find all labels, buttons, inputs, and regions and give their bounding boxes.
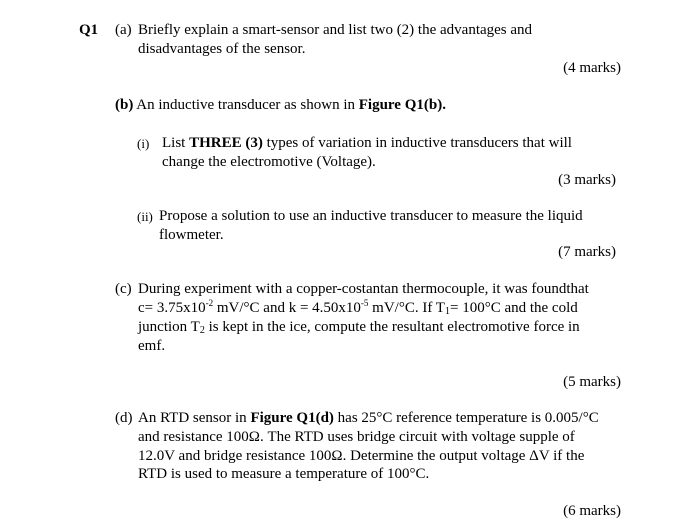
part-c-line4: emf.	[138, 338, 166, 354]
part-b-i-emphasis: THREE (3)	[189, 135, 263, 151]
part-d-text-start: An RTD sensor in	[138, 410, 251, 426]
part-c-line1: During experiment with a copper-costantan thermocouple, it was foundthat	[138, 281, 589, 297]
part-d-line4: RTD is used to measure a temperature of 100°C.	[138, 466, 430, 482]
exponent-k: -5	[360, 298, 369, 308]
part-c-marks: (5 marks)	[563, 374, 621, 390]
exponent-c: -2	[205, 298, 214, 308]
temp-t1-text: mV/°C. If T	[368, 300, 445, 316]
temp-t1-value: = 100°C and the cold	[449, 300, 578, 316]
junction-text: junction T	[138, 319, 200, 335]
part-b-ii-marks: (7 marks)	[558, 244, 616, 260]
coefficient-c: c= 3.75x10	[138, 300, 206, 316]
part-d-line1	[138, 409, 599, 428]
coefficient-k: mV/°C and k = 4.50x10	[213, 300, 361, 316]
part-c-line2	[138, 299, 578, 318]
part-b-ii-line2: flowmeter.	[159, 227, 224, 243]
part-a-text-line1: Briefly explain a smart-sensor and list two (2) the advantages and	[138, 22, 533, 38]
part-d-text-end: has 25°C reference temperature is 0.005/°C	[333, 410, 599, 426]
part-b-i-line2: change the electromotive (Voltage).	[162, 154, 376, 170]
part-b-label: (b)	[115, 97, 134, 113]
part-d-line2: and resistance 100Ω. The RTD uses bridge circuit with voltage supple of	[138, 429, 575, 445]
question-number: Q1	[79, 22, 99, 38]
part-b-i-label: (i)	[137, 136, 150, 151]
part-d-line3: 12.0V and bridge resistance 100Ω. Determine the output voltage ΔV if the	[138, 448, 585, 464]
junction-text-end: is kept in the ice, compute the resultant electromotive force in	[204, 319, 580, 335]
part-d-marks: (6 marks)	[563, 503, 621, 519]
part-b-i-text-start: List	[162, 135, 190, 151]
part-b-intro: An inductive transducer as shown in	[136, 97, 359, 113]
part-b-ii-label: (ii)	[137, 209, 153, 224]
figure-q1b-ref: Figure Q1(b).	[358, 97, 446, 113]
part-b-ii-line1: Propose a solution to use an inductive transducer to measure the liquid	[159, 208, 583, 224]
part-b-i-marks: (3 marks)	[558, 172, 616, 188]
part-b-i-text-end: types of variation in inductive transducers that will	[262, 135, 572, 151]
part-a-marks: (4 marks)	[563, 60, 621, 76]
part-d-label: (d)	[115, 410, 133, 426]
part-a-text-line2: disadvantages of the sensor.	[138, 41, 306, 57]
subscript-2: 2	[199, 325, 205, 336]
part-a-label: (a)	[115, 22, 132, 38]
subscript-1: 1	[444, 306, 450, 317]
part-c-label: (c)	[115, 281, 132, 297]
part-b-text	[115, 96, 446, 115]
part-b-i-line1	[162, 134, 572, 153]
figure-q1d-ref: Figure Q1(d)	[250, 410, 334, 426]
part-c-line3	[138, 318, 580, 337]
